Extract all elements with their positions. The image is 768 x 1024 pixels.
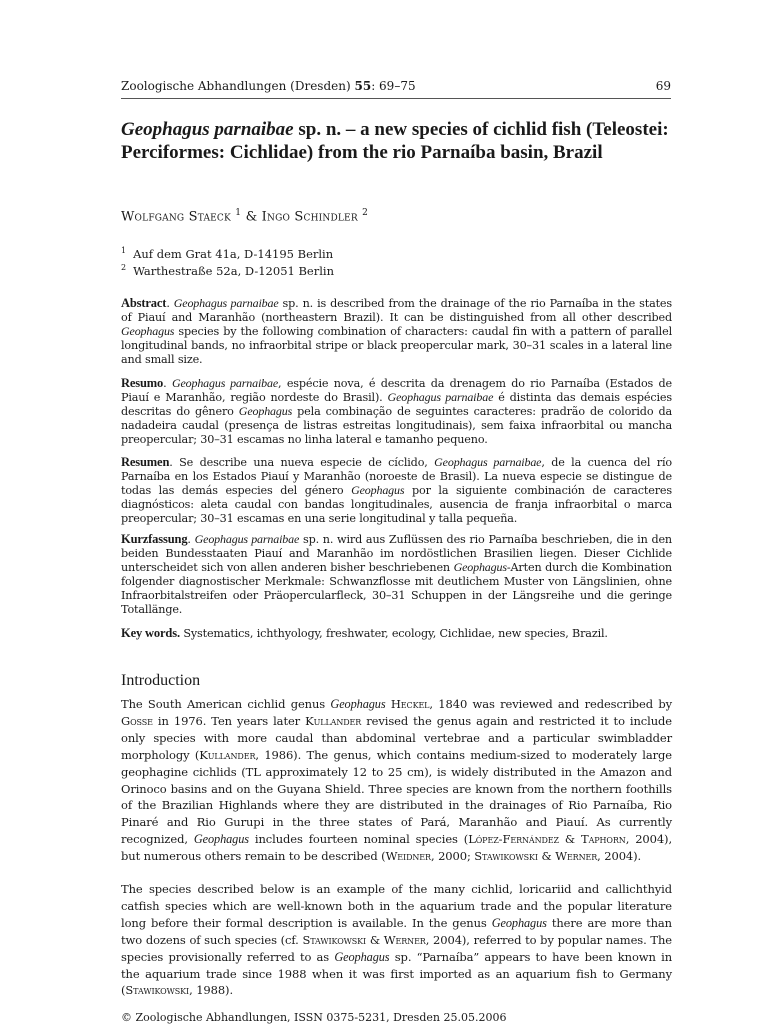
abstract-text: . xyxy=(166,297,174,310)
affiliation-text: Warthestraße 52a, D-12051 Berlin xyxy=(133,263,334,278)
genus-name: Geophagus xyxy=(491,915,547,930)
affiliation-2 xyxy=(121,260,334,279)
title-rest: sp. n. – a new species of cichlid fish (Teleostei: Perciformes: Cichlidae) from the rio Parnaíba basin, Brazil xyxy=(121,119,669,163)
affiliation-1 xyxy=(121,243,333,262)
abstract-spanish xyxy=(121,456,672,526)
body-text: & xyxy=(366,932,384,947)
abstract-portuguese xyxy=(121,377,672,447)
body-text: , 2000; xyxy=(430,849,475,864)
genus-name: Geophagus xyxy=(351,482,405,497)
affiliation-number: 2 xyxy=(121,263,127,272)
kurzfassung-text: -Arten durch die Kombination folgender diagnostischer Merkmale: Schwanzflosse mit deutlichem Muster von Längslinien, ohne Infraorbitalstreifen oder Präopercularfleck, 30–31 Schuppen in der Längsreihe und die geringe Totallänge. xyxy=(121,560,672,616)
resumen-text: . Se describe una nueva especie de cíclido, xyxy=(169,456,435,469)
body-text: , 2004), but numerous others remain to be described ( xyxy=(121,832,673,864)
journal-volume: 55 xyxy=(354,79,372,93)
resumo-text: é distinta das demais espécies descritas do gênero xyxy=(121,390,672,418)
kurzfassung-label: Kurzfassung xyxy=(121,532,188,546)
author-2: Ingo Schindler xyxy=(261,209,358,225)
species-name: Geophagus parnaibae xyxy=(171,376,279,390)
keywords xyxy=(121,627,672,641)
body-text: , 2004), referred to by popular names. The species provisionally referred to as xyxy=(121,932,673,964)
species-name: Geophagus parnaibae xyxy=(387,389,494,404)
author-citation: Stawikowski xyxy=(302,932,367,947)
body-text: in 1976. Ten years later xyxy=(152,713,306,728)
resumen-text: , de la cuenca del río Parnaíba en los Estados Piauí y Maranhão (noroeste de Brasil). La nueva especie se distingue de todas las demás especies del género xyxy=(121,456,672,497)
genus-name: Geophagus xyxy=(334,949,390,964)
genus-name: Geophagus xyxy=(330,697,386,711)
keywords-label: Key words. xyxy=(121,626,180,640)
affiliation-number: 1 xyxy=(121,246,127,255)
journal-pages: : 69–75 xyxy=(371,79,416,93)
title-species-name: Geophagus parnaibae xyxy=(121,119,294,140)
abstract-english xyxy=(121,297,672,367)
genus-name: Geophagus xyxy=(193,832,249,847)
author-citation: Heckel xyxy=(390,697,430,711)
author-citation: Stawikowski xyxy=(474,849,538,864)
body-text: revised the genus again and restricted it to include only species with more caudal than abdominal vertebrae and a particular swimbladder morphology ( xyxy=(121,713,672,762)
species-name: Geophagus parnaibae xyxy=(194,532,300,546)
body-text: includes fourteen nominal species ( xyxy=(248,832,469,847)
kurzfassung-text: . xyxy=(187,533,195,546)
genus-name: Geophagus xyxy=(238,403,293,418)
body-text: , 1986). The genus, which contains medium-sized to moderately large geophagine cichlids (TL approximately 12 to 25 cm), is widely distributed in the Amazon and Orinoco basins and on the Guyana Shield. Three species are known from the northern foothills of the Brazilian Highlands where they are distributed in the drainages of Rio Parnaíba, Rio Pinaré and Rio Gurupi in the three states of Pará, Maranhão and Piauí. As currently recognized, xyxy=(121,747,672,847)
genus-name: Geophagus xyxy=(453,559,507,574)
section-heading-introduction: Introduction xyxy=(121,672,201,689)
introduction-paragraph-2 xyxy=(121,881,672,999)
resumen-text: por la siguiente combinación de caracteres diagnósticos: aleta caudal con bandas longitudinales, ausencia de franja infraorbital o marca preopercular; 30–31 escamas en una serie longitudinal y talla pequeña. xyxy=(121,483,672,525)
journal-name: Zoologische Abhandlungen (Dresden) xyxy=(121,79,351,93)
abstract-label: Abstract xyxy=(121,296,167,310)
body-text: sp. “Parnaíba” appears to have been known in the aquarium trade since 1988 when it was first imported as an aquarium fish to Germany ( xyxy=(121,949,672,998)
running-header xyxy=(121,79,671,99)
resumo-text: , espécie nova, é descrita da drenagem do rio Parnaíba (Estados de Piauí e Maranhão, região nordeste do Brasil). xyxy=(121,377,672,404)
page-number: 69 xyxy=(655,79,671,93)
body-text: The species described below is an example of the many cichlid, loricariid and callichthyid catfish species which are well-known both in the aquarium trade and the popular literature long before their formal description is available. In the genus xyxy=(121,882,672,930)
resumen-label: Resumen xyxy=(121,455,170,469)
body-text: & xyxy=(558,832,581,847)
author-1: Wolfgang Staeck xyxy=(121,209,231,225)
author-citation: Werner xyxy=(383,932,426,947)
body-text: , 1988). xyxy=(189,983,233,998)
author-citation: Taphorn xyxy=(581,832,626,847)
keywords-text: Systematics, ichthyology, freshwater, ecology, Cichlidae, new species, Brazil. xyxy=(179,627,608,640)
affiliation-text: Auf dem Grat 41a, D-14195 Berlin xyxy=(133,246,334,261)
body-text: there are more than two dozens of such species (cf. xyxy=(121,915,672,947)
species-name: Geophagus parnaibae xyxy=(173,296,279,310)
genus-name: Geophagus xyxy=(121,323,175,338)
copyright-footer: © Zoologische Abhandlungen, ISSN 0375-5231, Dresden 25.05.2006 xyxy=(121,1011,507,1024)
kurzfassung-text: sp. n. wird aus Zuflüssen des rio Parnaíba beschrieben, die in den beiden Bundesstaaten Piauí and Maranhão im nordöstlichen Brasilien liegen. Dieser Cichlide unterscheidet sich von allen anderen bisher beschriebenen xyxy=(121,533,672,574)
author-2-affil: 2 xyxy=(362,208,369,218)
authors-ampersand: & xyxy=(241,209,262,225)
introduction-paragraph-1 xyxy=(121,696,672,865)
author-citation: López-Fernández xyxy=(468,832,559,847)
resumo-label: Resumo xyxy=(121,376,164,390)
abstract-text: species by the following combination of characters: caudal fin with a pattern of parallel longitudinal bands, no infraorbital stripe or black preopercular mark, 30–31 scales in a lateral line and small size. xyxy=(121,324,672,366)
author-citation: Kullander xyxy=(199,747,256,762)
paper-title xyxy=(121,118,671,164)
resumo-text: . xyxy=(163,377,172,390)
author-citation: Werner xyxy=(555,849,598,864)
abstract-text: sp. n. is described from the drainage of the rio Parnaíba in the states of Piauí and Maranhão (northeastern Brazil). It can be distinguished from all other described xyxy=(121,297,672,324)
author-1-affil: 1 xyxy=(235,208,242,218)
body-text: , 1840 was reviewed and redescribed by xyxy=(429,697,672,711)
author-citation: Weidner xyxy=(385,849,431,864)
authors xyxy=(121,208,368,224)
author-citation: Stawikowski xyxy=(125,983,190,998)
body-text: , 2004). xyxy=(597,849,642,864)
abstract-german xyxy=(121,533,672,616)
body-text: & xyxy=(537,849,556,864)
resumo-text: pela combinação de seguintes caracteres: pradrão de colorido da nadadeira caudal (presença de listras estreitas longitudinais), sem faixa infraorbital ou mancha preopercular; 30–31 escamas no linha lateral e tamanho pequeno. xyxy=(121,404,672,446)
body-text: The South American cichlid genus xyxy=(121,697,331,711)
author-citation: Kullander xyxy=(305,713,362,728)
author-citation: Gosse xyxy=(121,713,153,728)
journal-citation xyxy=(121,79,416,93)
species-name: Geophagus parnaibae xyxy=(434,455,542,469)
